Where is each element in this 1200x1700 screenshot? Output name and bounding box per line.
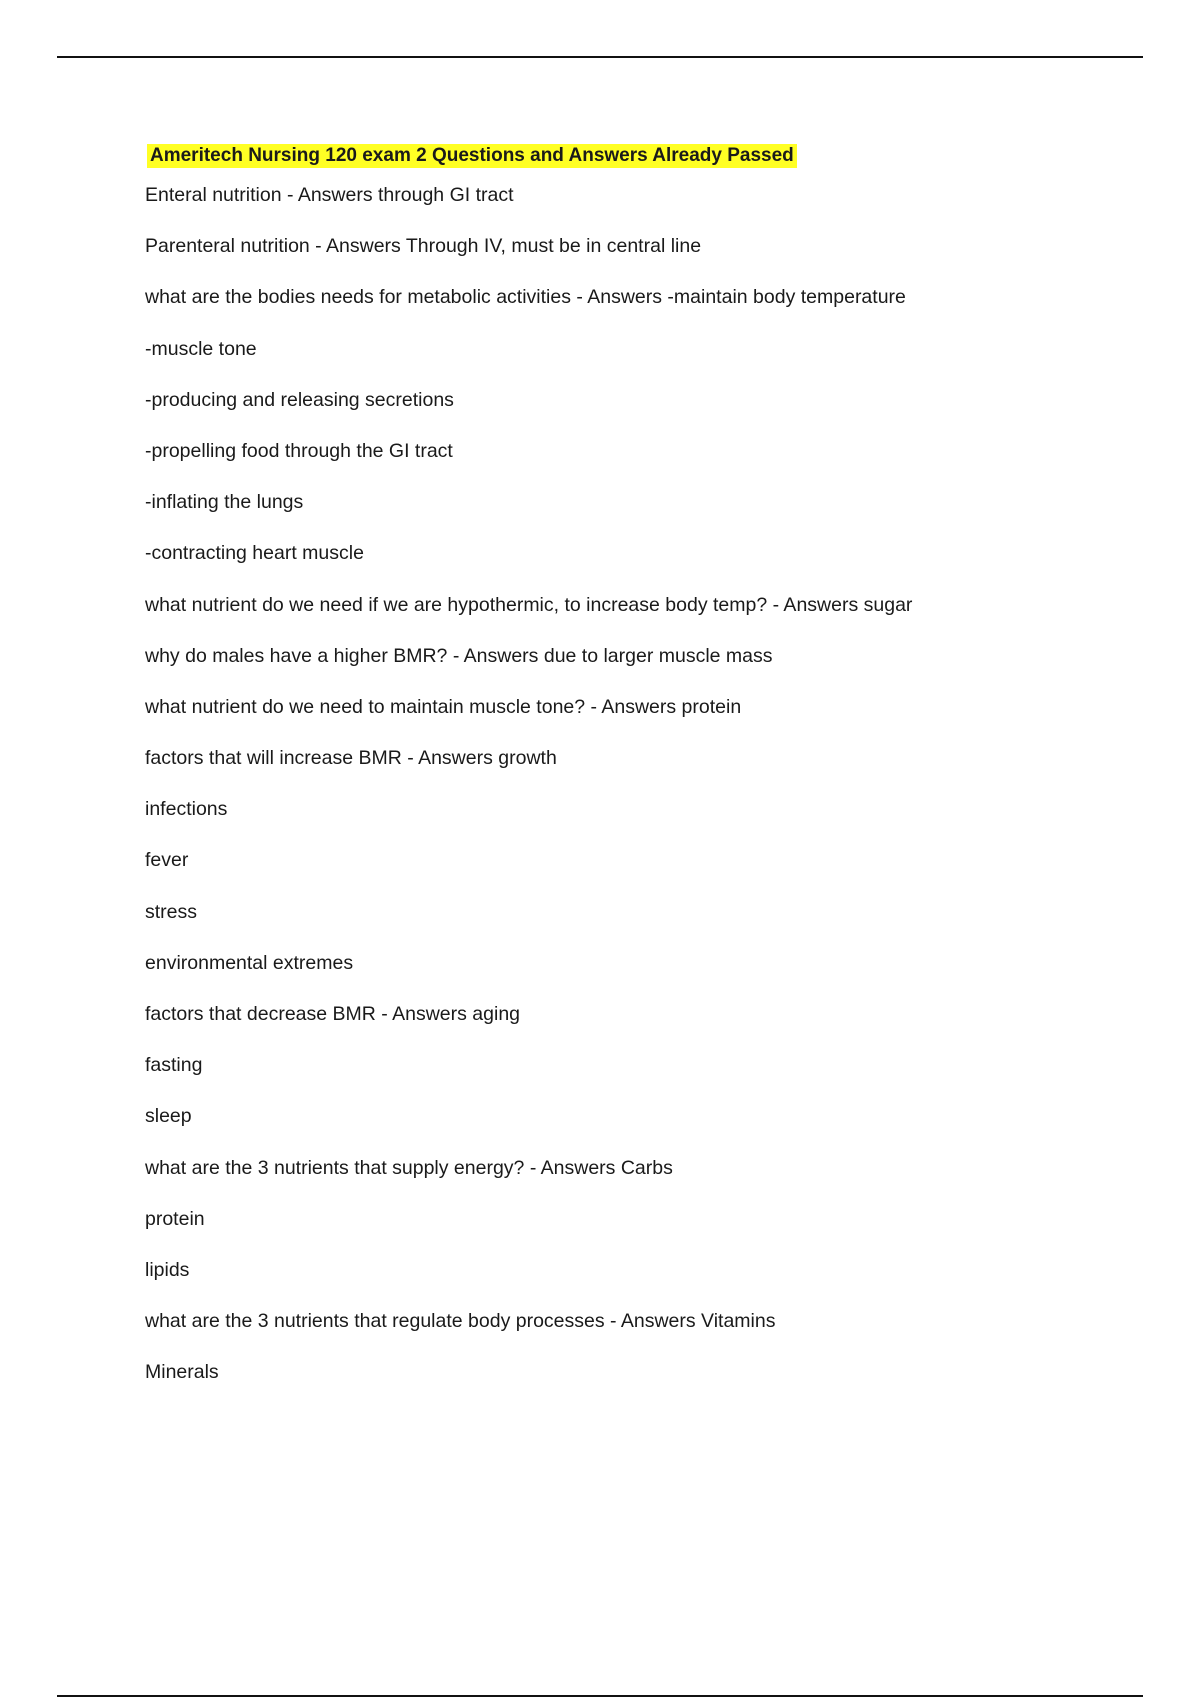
qa-line: what are the 3 nutrients that regulate body processes - Answers Vitamins: [145, 1310, 776, 1333]
qa-line: protein: [145, 1207, 205, 1230]
qa-line: factors that will increase BMR - Answers growth: [145, 747, 557, 770]
document-body: [145, 144, 1145, 1412]
qa-line: -muscle tone: [145, 337, 257, 360]
qa-line: Parenteral nutrition - Answers Through IV, must be in central line: [145, 235, 702, 258]
qa-line: fever: [145, 849, 189, 872]
header-rule: [57, 56, 1143, 58]
qa-line: sleep: [145, 1105, 192, 1128]
qa-line: factors that decrease BMR - Answers aging: [145, 1003, 521, 1025]
qa-line: what are the 3 nutrients that supply energy? - Answers Carbs: [145, 1156, 673, 1179]
qa-line: -inflating the lungs: [145, 491, 304, 514]
qa-line: stress: [145, 900, 198, 923]
qa-line: -contracting heart muscle: [145, 542, 364, 565]
qa-list: [145, 183, 1145, 1412]
qa-line: why do males have a higher BMR? - Answers due to larger muscle mass: [145, 644, 773, 667]
qa-line: fasting: [145, 1054, 203, 1077]
document-title: Ameritech Nursing 120 exam 2 Questions and Answers Already Passed: [147, 144, 797, 168]
qa-line: what nutrient do we need if we are hypothermic, to increase body temp? - Answers sugar: [145, 593, 913, 616]
qa-line: -producing and releasing secretions: [145, 388, 454, 411]
qa-line: lipids: [145, 1258, 190, 1281]
qa-line: environmental extremes: [145, 951, 354, 974]
qa-line: what are the bodies needs for metabolic activities - Answers -maintain body temperature: [145, 286, 906, 309]
qa-line: infections: [145, 798, 228, 821]
qa-line: -propelling food through the GI tract: [145, 439, 453, 462]
qa-line: Minerals: [145, 1361, 219, 1384]
qa-line: what nutrient do we need to maintain muscle tone? - Answers protein: [145, 695, 742, 718]
qa-line: Enteral nutrition - Answers through GI tract: [145, 184, 514, 206]
footer-rule: [57, 1695, 1143, 1697]
